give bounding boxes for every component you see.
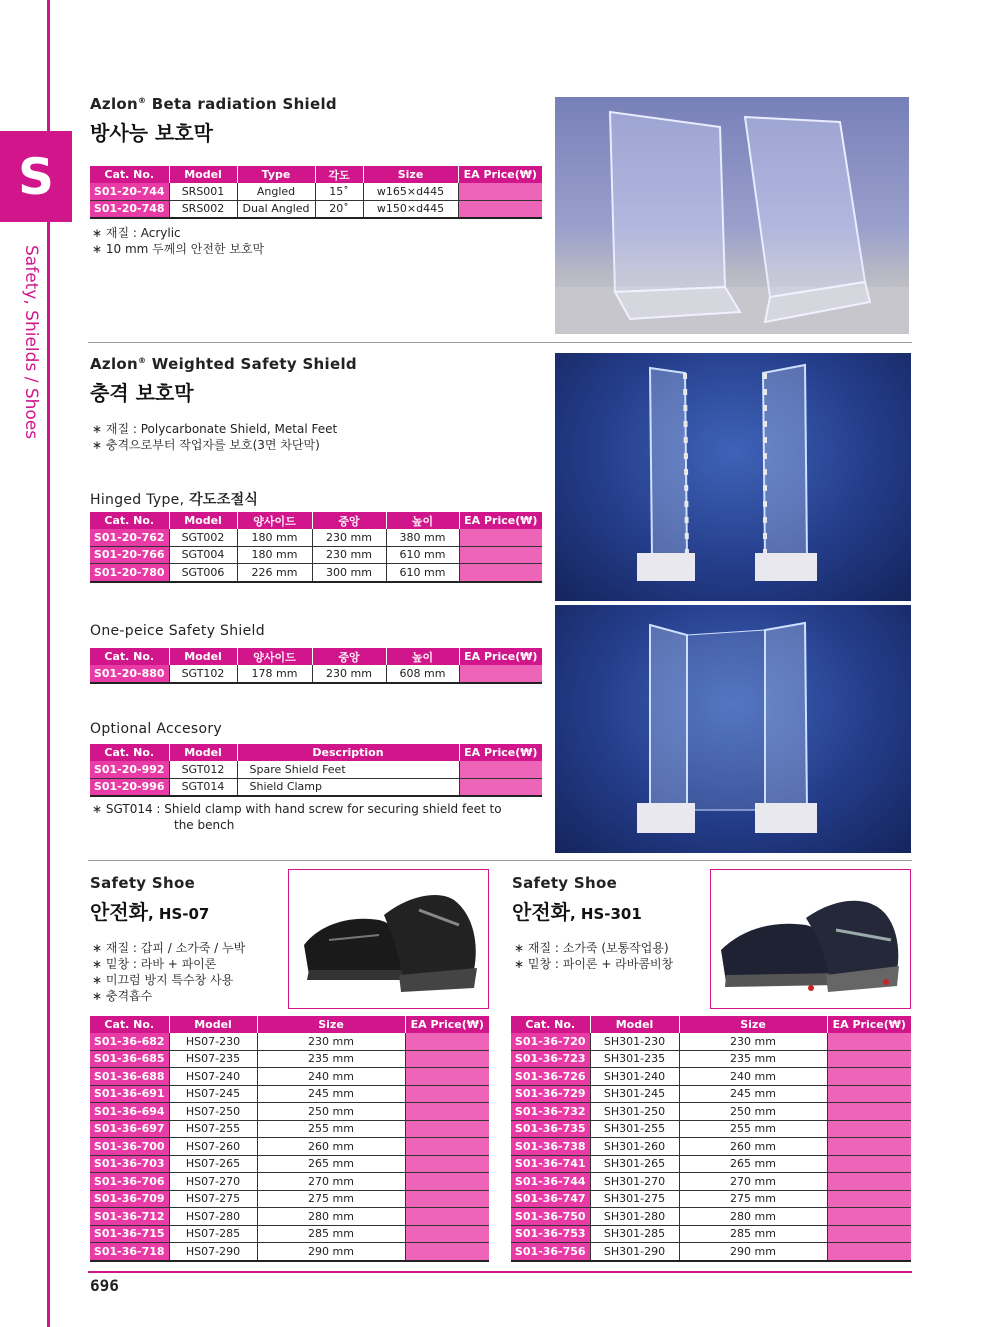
column-header: 높이: [386, 648, 459, 665]
price-cell: [827, 1085, 911, 1103]
hinged-spec-table: [90, 512, 542, 583]
hinged-subtitle: Hinged Type, 각도조절식: [90, 492, 259, 508]
price-cell: [459, 778, 542, 796]
optional-subtitle: Optional Accesory: [90, 721, 222, 737]
table-row: [90, 1173, 489, 1191]
price-cell: [827, 1225, 911, 1243]
onepiece-shield-illustration: [555, 605, 911, 853]
price-cell: [405, 1173, 489, 1191]
note-line: ∗ 밑창 : 라바 + 파이론: [92, 957, 217, 971]
size-cell: 255 mm: [257, 1120, 405, 1138]
price-cell: [459, 546, 542, 564]
model-cell: HS07-245: [169, 1085, 257, 1103]
cat-cell: S01-36-720: [511, 1033, 590, 1050]
beta-notes: [92, 225, 264, 257]
table-row: [511, 1103, 911, 1121]
cat-cell: S01-36-697: [90, 1120, 169, 1138]
column-header: Cat. No.: [90, 744, 169, 761]
shoe1-title-ko: 안전화, HS-07: [90, 900, 210, 924]
section-letter-tab: [0, 131, 72, 222]
page-number: 696: [90, 1276, 119, 1295]
model-cell: HS07-285: [169, 1225, 257, 1243]
side-cell: 180 mm: [237, 546, 312, 564]
column-header: Cat. No.: [511, 1016, 590, 1033]
center-cell: 300 mm: [312, 564, 386, 582]
table-row: [90, 1050, 489, 1068]
cat-cell: S01-36-747: [511, 1190, 590, 1208]
cat-cell: S01-36-735: [511, 1120, 590, 1138]
price-cell: [458, 183, 542, 200]
cat-cell: S01-20-780: [90, 564, 169, 582]
desc-cell: Spare Shield Feet: [237, 761, 459, 778]
size-cell: 250 mm: [679, 1103, 827, 1121]
column-header: Model: [169, 744, 237, 761]
table-row: [511, 1155, 911, 1173]
section-divider: [88, 342, 912, 343]
beta-shield-photo: [555, 97, 909, 334]
price-cell: [827, 1050, 911, 1068]
column-header: 각도: [315, 166, 363, 183]
cat-cell: S01-20-744: [90, 183, 169, 200]
table-row: [90, 761, 542, 778]
table-header-row: [90, 744, 542, 761]
price-cell: [405, 1190, 489, 1208]
size-cell: 235 mm: [257, 1050, 405, 1068]
cat-cell: S01-36-718: [90, 1243, 169, 1261]
cat-cell: S01-20-762: [90, 529, 169, 546]
column-header: EA Price(₩): [459, 648, 542, 665]
weighted-title-ko: 충격 보호막: [90, 381, 194, 405]
model-cell: SH301-250: [590, 1103, 679, 1121]
model-cell: HS07-270: [169, 1173, 257, 1191]
table-row: [90, 529, 542, 546]
column-header: Model: [169, 512, 237, 529]
column-header: EA Price(₩): [459, 744, 542, 761]
model-cell: SH301-230: [590, 1033, 679, 1050]
price-cell: [405, 1120, 489, 1138]
shoe2-photo: [710, 869, 911, 1009]
column-header: EA Price(₩): [405, 1016, 489, 1033]
table-row: [511, 1190, 911, 1208]
model-cell: SH301-285: [590, 1225, 679, 1243]
size-cell: 255 mm: [679, 1120, 827, 1138]
model-cell: SGT006: [169, 564, 237, 582]
size-cell: 260 mm: [257, 1138, 405, 1156]
table-row: [511, 1068, 911, 1086]
cat-cell: S01-36-694: [90, 1103, 169, 1121]
cat-cell: S01-36-750: [511, 1208, 590, 1226]
price-cell: [405, 1050, 489, 1068]
model-cell: HS07-240: [169, 1068, 257, 1086]
onepiece-shield-photo: [555, 605, 911, 853]
type-cell: Angled: [237, 183, 315, 200]
size-cell: 245 mm: [679, 1085, 827, 1103]
hinged-shield-illustration: [555, 353, 911, 601]
section-label-text: Safety, Shields / Shoes: [21, 245, 41, 440]
model-cell: SH301-255: [590, 1120, 679, 1138]
size-cell: 290 mm: [679, 1243, 827, 1261]
side-cell: 178 mm: [237, 665, 312, 683]
model-cell: HS07-280: [169, 1208, 257, 1226]
size-cell: 275 mm: [679, 1190, 827, 1208]
price-cell: [405, 1085, 489, 1103]
model-cell: HS07-290: [169, 1243, 257, 1261]
cat-cell: S01-20-996: [90, 778, 169, 796]
size-cell: 285 mm: [679, 1225, 827, 1243]
price-cell: [405, 1208, 489, 1226]
model-cell: HS07-235: [169, 1050, 257, 1068]
model-cell: SGT004: [169, 546, 237, 564]
section-letter: S: [17, 147, 54, 206]
column-header: Size: [679, 1016, 827, 1033]
size-cell: 280 mm: [257, 1208, 405, 1226]
model-cell: HS07-260: [169, 1138, 257, 1156]
beta-title-ko: 방사능 보호막: [90, 121, 213, 145]
size-cell: 285 mm: [257, 1225, 405, 1243]
price-cell: [405, 1138, 489, 1156]
column-header: EA Price(₩): [458, 166, 542, 183]
price-cell: [827, 1033, 911, 1050]
size-cell: 280 mm: [679, 1208, 827, 1226]
table-row: [511, 1225, 911, 1243]
cat-cell: S01-36-756: [511, 1243, 590, 1261]
price-cell: [459, 665, 542, 683]
price-cell: [827, 1068, 911, 1086]
size-cell: w165×d445: [363, 183, 458, 200]
column-header: Cat. No.: [90, 512, 169, 529]
price-cell: [827, 1190, 911, 1208]
cat-cell: S01-36-723: [511, 1050, 590, 1068]
cat-cell: S01-36-729: [511, 1085, 590, 1103]
cat-cell: S01-20-992: [90, 761, 169, 778]
angle-cell: 15˚: [315, 183, 363, 200]
column-header: Model: [590, 1016, 679, 1033]
price-cell: [459, 761, 542, 778]
weighted-notes: [92, 421, 337, 453]
shoe1-notes: [92, 940, 245, 1004]
column-header: 중앙: [312, 648, 386, 665]
shoe1-spec-table: [90, 1016, 489, 1262]
model-cell: HS07-275: [169, 1190, 257, 1208]
weighted-title-en: Azlon® Weighted Safety Shield: [90, 355, 357, 373]
model-cell: SH301-290: [590, 1243, 679, 1261]
cat-cell: S01-36-688: [90, 1068, 169, 1086]
beta-spec-table: [90, 166, 542, 219]
table-row: [90, 1068, 489, 1086]
note-line: the bench: [174, 818, 235, 832]
cat-cell: S01-20-748: [90, 200, 169, 218]
column-header: Cat. No.: [90, 1016, 169, 1033]
section-divider: [88, 860, 912, 861]
note-line: ∗ 10 mm 두께의 안전한 보호막: [92, 242, 265, 256]
shoe2-spec-table: [511, 1016, 911, 1262]
note-line: ∗ 충격흡수: [92, 989, 153, 1003]
column-header: EA Price(₩): [459, 512, 542, 529]
price-cell: [827, 1208, 911, 1226]
model-cell: SGT014: [169, 778, 237, 796]
center-cell: 230 mm: [312, 546, 386, 564]
height-cell: 610 mm: [386, 564, 459, 582]
price-cell: [405, 1033, 489, 1050]
shoe2-title-ko: 안전화, HS-301: [512, 900, 642, 924]
beta-shield-illustration: [555, 97, 909, 334]
cat-cell: S01-36-703: [90, 1155, 169, 1173]
table-row: [90, 1138, 489, 1156]
side-cell: 226 mm: [237, 564, 312, 582]
table-row: [90, 564, 542, 582]
price-cell: [827, 1120, 911, 1138]
model-cell: SGT012: [169, 761, 237, 778]
section-label: [16, 245, 46, 485]
price-cell: [405, 1103, 489, 1121]
table-row: [90, 1103, 489, 1121]
column-header: Size: [363, 166, 458, 183]
shoe2-notes: [514, 940, 673, 972]
price-cell: [827, 1138, 911, 1156]
column-header: Model: [169, 648, 237, 665]
cat-cell: S01-20-880: [90, 665, 169, 683]
size-cell: 290 mm: [257, 1243, 405, 1261]
column-header: 양사이드: [237, 512, 312, 529]
price-cell: [405, 1243, 489, 1261]
cat-cell: S01-36-709: [90, 1190, 169, 1208]
model-cell: HS07-230: [169, 1033, 257, 1050]
model-cell: SRS002: [169, 200, 237, 218]
size-cell: 265 mm: [679, 1155, 827, 1173]
center-cell: 230 mm: [312, 529, 386, 546]
note-line: ∗ 충격으로부터 작업자를 보호(3면 차단막): [92, 438, 320, 452]
table-header-row: [511, 1016, 911, 1033]
model-cell: SH301-235: [590, 1050, 679, 1068]
size-cell: 270 mm: [257, 1173, 405, 1191]
column-header: 높이: [386, 512, 459, 529]
model-cell: SH301-270: [590, 1173, 679, 1191]
optional-note: [92, 801, 502, 833]
table-row: [90, 1085, 489, 1103]
note-line: ∗ 재질 : 갑피 / 소가죽 / 누박: [92, 941, 246, 955]
table-row: [90, 778, 542, 796]
price-cell: [405, 1225, 489, 1243]
table-row: [90, 1033, 489, 1050]
onepiece-subtitle: One-peice Safety Shield: [90, 623, 265, 639]
type-cell: Dual Angled: [237, 200, 315, 218]
table-row: [90, 1120, 489, 1138]
column-header: Description: [237, 744, 459, 761]
table-row: [90, 665, 542, 683]
size-cell: 275 mm: [257, 1190, 405, 1208]
table-header-row: [90, 512, 542, 529]
column-header: 양사이드: [237, 648, 312, 665]
size-cell: 230 mm: [257, 1033, 405, 1050]
cat-cell: S01-36-706: [90, 1173, 169, 1191]
size-cell: 270 mm: [679, 1173, 827, 1191]
table-row: [511, 1033, 911, 1050]
hinged-shield-photo: [555, 353, 911, 601]
table-header-row: [90, 648, 542, 665]
onepiece-spec-table: [90, 648, 542, 684]
size-cell: w150×d445: [363, 200, 458, 218]
model-cell: SH301-265: [590, 1155, 679, 1173]
table-row: [90, 1190, 489, 1208]
size-cell: 235 mm: [679, 1050, 827, 1068]
column-header: Model: [169, 166, 237, 183]
note-line: ∗ 미끄럼 방지 특수창 사용: [92, 973, 234, 987]
column-header: Cat. No.: [90, 648, 169, 665]
shoe2-title-en: Safety Shoe: [512, 874, 618, 892]
model-cell: HS07-250: [169, 1103, 257, 1121]
shoe1-title-en: Safety Shoe: [90, 874, 196, 892]
cat-cell: S01-36-715: [90, 1225, 169, 1243]
table-row: [511, 1085, 911, 1103]
side-cell: 180 mm: [237, 529, 312, 546]
model-cell: HS07-255: [169, 1120, 257, 1138]
cat-cell: S01-36-738: [511, 1138, 590, 1156]
cat-cell: S01-36-753: [511, 1225, 590, 1243]
center-cell: 230 mm: [312, 665, 386, 683]
model-cell: SH301-275: [590, 1190, 679, 1208]
column-header: Cat. No.: [90, 166, 169, 183]
model-cell: SH301-240: [590, 1068, 679, 1086]
price-cell: [405, 1155, 489, 1173]
model-cell: SH301-245: [590, 1085, 679, 1103]
size-cell: 230 mm: [679, 1033, 827, 1050]
size-cell: 250 mm: [257, 1103, 405, 1121]
beta-title-en: Azlon® Beta radiation Shield: [90, 95, 337, 113]
column-header: EA Price(₩): [827, 1016, 911, 1033]
cat-cell: S01-20-766: [90, 546, 169, 564]
model-cell: SGT102: [169, 665, 237, 683]
table-row: [90, 1243, 489, 1261]
cat-cell: S01-36-741: [511, 1155, 590, 1173]
table-row: [90, 1208, 489, 1226]
table-row: [511, 1138, 911, 1156]
table-row: [90, 1155, 489, 1173]
desc-cell: Shield Clamp: [237, 778, 459, 796]
cat-cell: S01-36-726: [511, 1068, 590, 1086]
price-cell: [827, 1243, 911, 1261]
model-cell: HS07-265: [169, 1155, 257, 1173]
table-row: [511, 1120, 911, 1138]
table-row: [511, 1243, 911, 1261]
column-header: Type: [237, 166, 315, 183]
column-header: 중앙: [312, 512, 386, 529]
cat-cell: S01-36-712: [90, 1208, 169, 1226]
size-cell: 240 mm: [679, 1068, 827, 1086]
note-line: ∗ 재질 : Polycarbonate Shield, Metal Feet: [92, 422, 338, 436]
note-line: ∗ SGT014 : Shield clamp with hand screw for securing shield feet to: [92, 802, 502, 816]
column-header: Model: [169, 1016, 257, 1033]
footer-rule: [88, 1271, 912, 1273]
size-cell: 265 mm: [257, 1155, 405, 1173]
optional-spec-table: [90, 744, 542, 797]
table-row: [90, 183, 542, 200]
price-cell: [827, 1103, 911, 1121]
cat-cell: S01-36-691: [90, 1085, 169, 1103]
size-cell: 240 mm: [257, 1068, 405, 1086]
model-cell: SH301-260: [590, 1138, 679, 1156]
table-row: [511, 1208, 911, 1226]
price-cell: [827, 1155, 911, 1173]
table-header-row: [90, 1016, 489, 1033]
cat-cell: S01-36-700: [90, 1138, 169, 1156]
size-cell: 260 mm: [679, 1138, 827, 1156]
price-cell: [459, 529, 542, 546]
price-cell: [459, 564, 542, 582]
table-row: [511, 1173, 911, 1191]
table-row: [90, 1225, 489, 1243]
price-cell: [827, 1173, 911, 1191]
cat-cell: S01-36-682: [90, 1033, 169, 1050]
price-cell: [458, 200, 542, 218]
height-cell: 610 mm: [386, 546, 459, 564]
height-cell: 608 mm: [386, 665, 459, 683]
shoe1-photo: [288, 869, 489, 1009]
model-cell: SRS001: [169, 183, 237, 200]
height-cell: 380 mm: [386, 529, 459, 546]
note-line: ∗ 재질 : Acrylic: [92, 226, 181, 240]
model-cell: SGT002: [169, 529, 237, 546]
note-line: ∗ 밑창 : 파이론 + 라바콤비창: [514, 957, 674, 971]
size-cell: 245 mm: [257, 1085, 405, 1103]
column-header: Size: [257, 1016, 405, 1033]
table-row: [511, 1050, 911, 1068]
model-cell: SH301-280: [590, 1208, 679, 1226]
shoe2-illustration: [711, 870, 910, 1008]
table-row: [90, 546, 542, 564]
cat-cell: S01-36-685: [90, 1050, 169, 1068]
table-header-row: [90, 166, 542, 183]
angle-cell: 20˚: [315, 200, 363, 218]
shoe1-illustration: [289, 870, 488, 1008]
note-line: ∗ 재질 : 소가죽 (보통작업용): [514, 941, 669, 955]
cat-cell: S01-36-732: [511, 1103, 590, 1121]
table-row: [90, 200, 542, 218]
price-cell: [405, 1068, 489, 1086]
cat-cell: S01-36-744: [511, 1173, 590, 1191]
